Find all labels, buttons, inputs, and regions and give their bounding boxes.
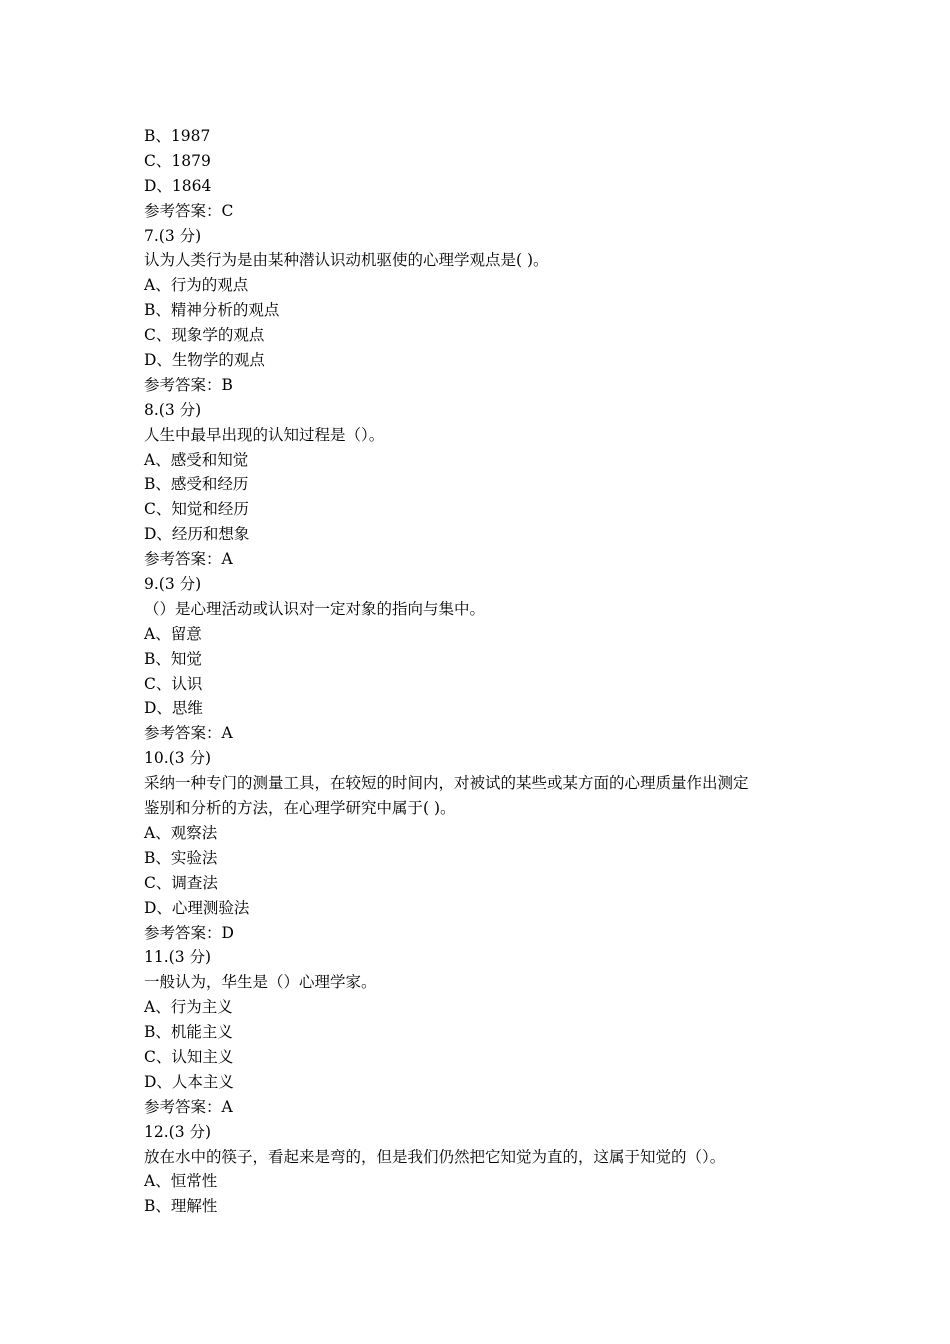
text-line: A、感受和知觉 [144, 450, 249, 469]
text-line: 鉴别和分析的方法，在心理学研究中属于( )。 [144, 799, 456, 818]
text-line: B、1987 [144, 127, 211, 145]
text-line: 10.(3 分) [144, 749, 212, 768]
text-line: 放在水中的筷子，看起来是弯的，但是我们仍然把它知觉为直的，这属于知觉的（）。 [144, 1147, 726, 1166]
text-line: C、调查法 [144, 873, 218, 892]
text-line: B、实验法 [144, 848, 218, 867]
text-line: 7.(3 分) [144, 226, 202, 245]
text-line: 认为人类行为是由某种潜认识动机驱使的心理学观点是( )。 [144, 251, 549, 270]
text-line: B、理解性 [144, 1197, 218, 1216]
text-line: （）是心理活动或认识对一定对象的指向与集中。 [144, 599, 486, 618]
text-line: C、认识 [144, 674, 203, 693]
text-line: A、留意 [144, 624, 202, 643]
text-line: B、知觉 [144, 649, 202, 668]
text-line: 参考答案：D [144, 923, 234, 942]
text-line: C、现象学的观点 [144, 326, 265, 345]
text-line: A、行为主义 [144, 998, 233, 1017]
text-line: 采纳一种专门的测量工具，在较短的时间内，对被试的某些或某方面的心理质量作出测定 [144, 774, 749, 793]
text-line: D、经历和想象 [144, 525, 250, 544]
text-line: B、精神分析的观点 [144, 301, 280, 320]
text-line: 参考答案：A [144, 1097, 233, 1116]
text-line: 9.(3 分) [144, 575, 202, 594]
text-line: 11.(3 分) [144, 948, 212, 967]
text-line: B、感受和经历 [144, 475, 249, 494]
text-line: 参考答案：B [144, 375, 233, 394]
text-line: D、1864 [144, 176, 212, 195]
text-line: D、心理测验法 [144, 898, 250, 917]
text-line: D、人本主义 [144, 1072, 234, 1091]
text-line: A、恒常性 [144, 1172, 218, 1191]
text-line: 8.(3 分) [144, 400, 202, 419]
text-line: 一般认为，华生是（）心理学家。 [144, 973, 377, 992]
text-line: 12.(3 分) [144, 1122, 212, 1141]
text-line: D、思维 [144, 699, 203, 718]
text-line: B、机能主义 [144, 1023, 233, 1042]
text-line: 参考答案：A [144, 724, 233, 743]
text-line: 参考答案：A [144, 550, 233, 569]
text-line: 人生中最早出现的认知过程是（）。 [144, 425, 385, 444]
text-line: 参考答案：C [144, 201, 234, 220]
text-line: C、1879 [144, 151, 211, 170]
text-line: A、行为的观点 [144, 276, 249, 295]
text-line: A、观察法 [144, 823, 218, 842]
text-line: D、生物学的观点 [144, 351, 265, 370]
text-line: C、认知主义 [144, 1047, 234, 1066]
document-body [144, 124, 824, 1219]
text-line: C、知觉和经历 [144, 500, 249, 519]
